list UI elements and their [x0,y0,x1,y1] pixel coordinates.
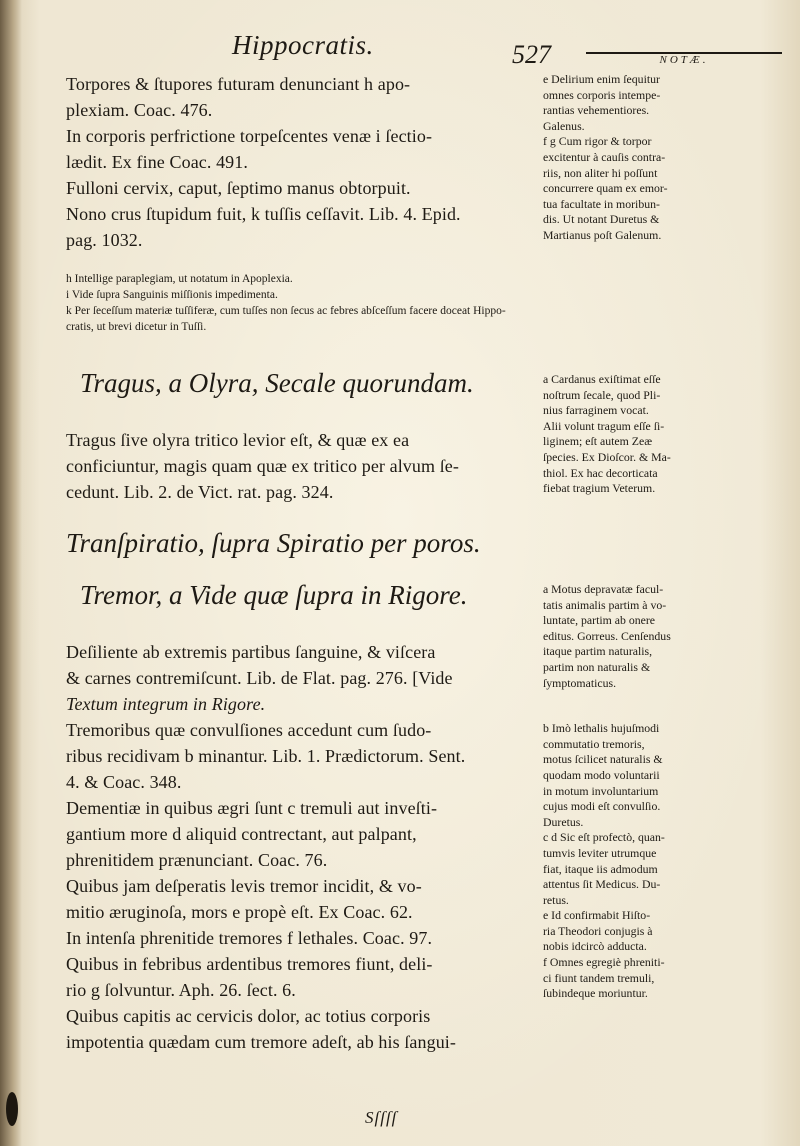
side-note-line: thiol. Ex hac decorticata [543,465,658,480]
text-line: phrenitidem prænunciant. Coac. 76. [66,850,328,870]
side-note-line: f g Cum rigor & torpor [543,134,652,149]
side-notes-top [543,72,791,244]
text-line: Tremoribus quæ convulſiones accedunt cum ſudo- [66,720,432,740]
text-line: Tragus ſive olyra tritico levior eſt, & quæ ex ea [66,430,410,450]
text-line: Deſiliente ab extremis partibus ſanguine, & viſcera [66,642,436,662]
side-note-line: editus. Gorreus. Cenſendus [543,628,671,643]
text-line: ribus recidivam b minantur. Lib. 1. Prædictorum. Sent. [66,746,466,766]
side-note-line: cujus modi eſt convulſio. [543,799,661,814]
side-note-line: in motum involuntarium [543,783,659,798]
side-note-line: motus ſcilicet naturalis & [543,752,663,767]
page-spine [0,0,22,1146]
text-line: lædit. Ex fine Coac. 491. [66,152,248,172]
text-line: Nono crus ſtupidum fuit, k tuſſis ceſſavit. Lib. 4. Epid. [66,204,461,224]
text-line: Dementiæ in quibus ægri ſunt c tremuli aut inveſti- [66,798,438,818]
text-line: Torpores & ſtupores futuram denunciant h apo- [66,74,411,94]
side-note-line: Duretus. [543,814,584,829]
side-note-line: e Delirium enim ſequitur [543,72,660,86]
side-note-line: retus. [543,892,569,907]
text-line: conficiuntur, magis quam quæ ex tritico per alvum ſe- [66,456,459,476]
side-note-line: ſpecies. Ex Dioſcor. & Ma- [543,449,671,464]
side-notes-tremor [543,582,791,1002]
side-note-line: ſymptomaticus. [543,675,617,690]
side-note-line: nobis idcircò adducta. [543,939,647,954]
side-note-line: quodam modo voluntarii [543,767,660,782]
side-note-line: nius farraginem vocat. [543,403,649,418]
text-line: pag. 1032. [66,230,143,250]
side-note-line: f Omnes egregiè phreniti- [543,955,665,970]
side-note-line: excitentur à cauſis contra- [543,149,666,164]
side-note-line: tua facultate in moribun- [543,196,660,211]
side-note-line: liginem; eſt autem Zeæ [543,434,653,449]
side-notes-tragus [543,372,791,497]
text-line: In intenſa phrenitide tremores f lethales. Coac. 97. [66,928,433,948]
side-note-line: partim non naturalis & [543,659,651,674]
side-note-line: Alii volunt tragum eſſe ſi- [543,418,665,433]
running-head: Hippocratis. [232,30,374,60]
text-line: Fulloni cervix, caput, ſeptimo manus obtorpuit. [66,178,411,198]
side-note-line: a Cardanus exiſtimat eſſe [543,372,661,386]
side-note-line: commutatio tremoris, [543,736,645,751]
side-note-line: riis, non aliter hi poſſunt [543,165,658,180]
section-heading-tragus: Tragus, a Olyra, Secale quorundam. [80,368,474,398]
footnote-i: i Vide ſupra Sanguinis miſſionis impedimenta. [66,289,278,301]
text-line: rio g ſolvuntur. Aph. 26. ſect. 6. [66,980,296,1000]
signature-mark: Sſſſſ [365,1108,398,1127]
text-line: Textum integrum in Rigore. [66,694,266,714]
section-heading-tremor: Tremor, a Vide quæ ſupra in Rigore. [80,580,468,610]
side-note-line: Galenus. [543,118,585,133]
text-line: impotentia quædam cum tremore adeſt, ab his ſangui- [66,1032,456,1052]
page-number: 527 [512,40,551,69]
side-note-line: dis. Ut notant Duretus & [543,212,660,227]
footnote-k-cont: cratis, ut brevi dicetur in Tuſſi. [66,321,207,333]
side-note-line: fiat, itaque iis admodum [543,861,658,876]
side-note-line: ria Theodori conjugis à [543,923,653,938]
side-note-line: itaque partim naturalis, [543,644,653,659]
side-note-line: rantias vehementiores. [543,103,650,118]
text-line: cedunt. Lib. 2. de Vict. rat. pag. 324. [66,482,334,502]
side-note-line: Martianus poſt Galenum. [543,227,662,242]
side-note-line: attentus ſit Medicus. Du- [543,877,661,892]
side-note-line: noſtrum ſecale, quod Pli- [543,387,661,402]
side-note-line: concurrere quam ex emor- [543,181,668,196]
text-line: Quibus jam deſperatis levis tremor incidit, & vo- [66,876,422,896]
side-note-line: ſubindeque moriuntur. [543,986,648,1001]
side-note-line: ci fiunt tandem tremuli, [543,970,655,985]
side-note-line: luntate, partim ab onere [543,613,656,628]
side-note-line: c d Sic eſt profectò, quan- [543,830,665,845]
text-line: plexiam. Coac. 476. [66,100,213,120]
text-line: mitio æruginoſa, mors e propè eſt. Ex Coac. 62. [66,902,413,922]
text-line: gantium more d aliquid contrectant, aut palpant, [66,824,417,844]
text-line: Quibus in febribus ardentibus tremores fiunt, deli- [66,954,433,974]
notes-heading: NOTÆ. [586,52,782,68]
text-line: Quibus capitis ac cervicis dolor, ac totius corporis [66,1006,431,1026]
side-note-line: e Id confirmabit Hiſto- [543,908,651,923]
side-note-line: b Imò lethalis hujuſmodi [543,721,660,736]
section-heading-transpiratio: Tranſpiratio, ſupra Spiratio per poros. [66,528,481,558]
ink-blot [6,1092,18,1126]
side-note-line: fiebat tragium Veterum. [543,481,656,496]
footnote-h: h Intellige paraplegiam, ut notatum in Apoplexia. [66,273,293,285]
side-note-line: a Motus depravatæ facul- [543,582,664,596]
text-line: 4. & Coac. 348. [66,772,182,792]
side-note-line: omnes corporis intempe- [543,87,661,102]
text-line: & carnes contremiſcunt. Lib. de Flat. pag. 276. [Vide [66,668,453,688]
side-note-line: tumvis leviter utrumque [543,845,657,860]
text-line: In corporis perfrictione torpeſcentes venæ i ſectio- [66,126,433,146]
footnote-k: k Per ſeceſſum materiæ tuſſiferæ, cum tuſſes non ſecus ac febres abſceſſum facere doceat Hippo- [66,305,506,317]
side-note-line: tatis animalis partim à vo- [543,597,667,612]
